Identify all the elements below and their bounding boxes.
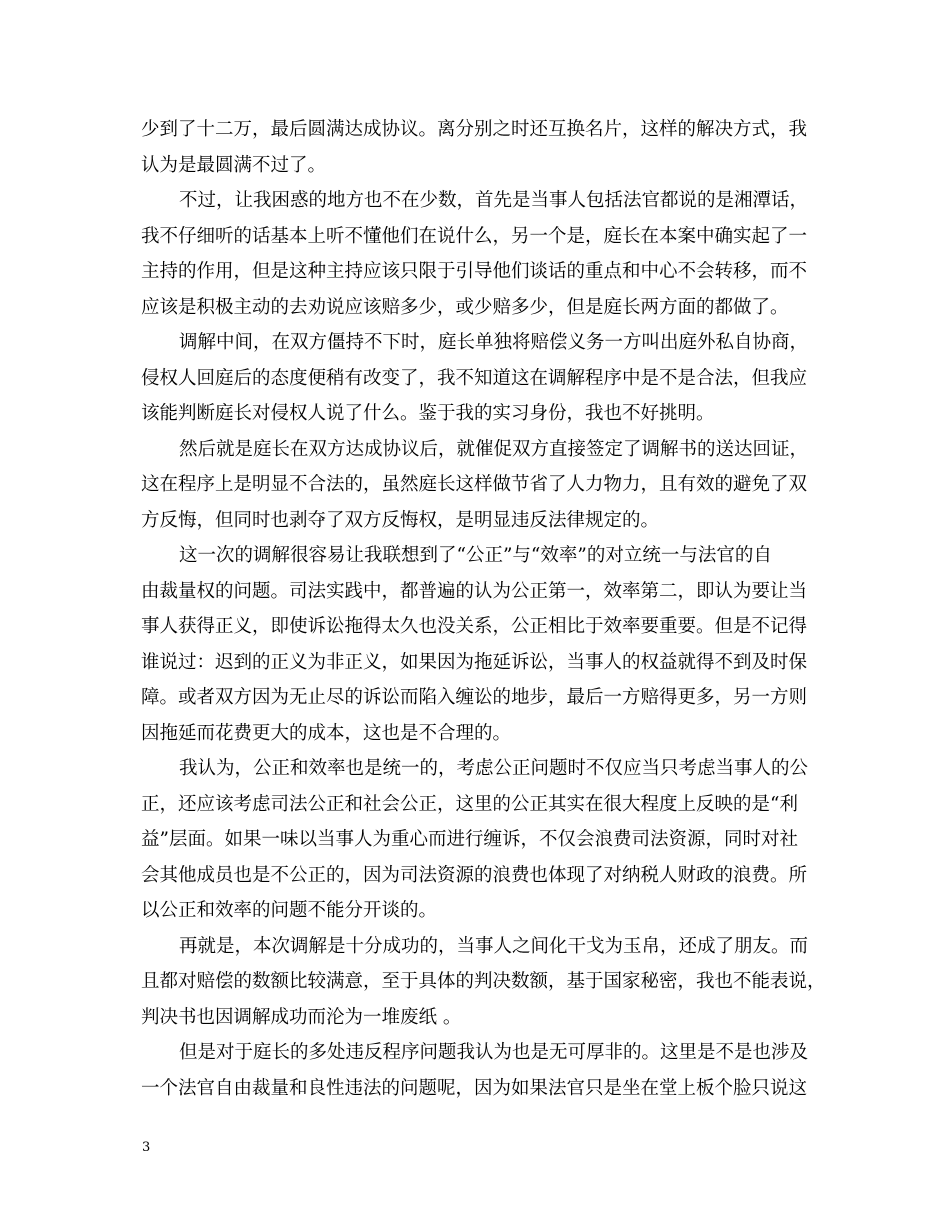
paragraph-first-line: 再就是，本次调解是十分成功的，当事人之间化干戈为玉帛，还成了朋友。而 [179,935,809,957]
text-line: 应该是积极主动的去劝说应该赔多少，或少赔多少，但是庭长两方面的都做了。 [141,296,789,318]
text-line: 会其他成员也是不公正的，因为司法资源的浪费也体现了对纳税人财政的浪费。所 [141,864,808,886]
page-number: 3 [142,1140,151,1155]
text-line: 认为是最圆满不过了。 [141,154,327,176]
text-line: 判决书也因调解成功而沦为一堆废纸 。 [141,1006,462,1028]
paragraph-first-line: 不过，让我困惑的地方也不在少数，首先是当事人包括法官都说的是湘潭话， [179,190,809,211]
text-line: 正，还应该考虑司法公正和社会公正，这里的公正其实在很大程度上反映的是“利 [141,793,798,815]
text-line: 事人获得正义，即使诉讼拖得太久也没关系，公正相比于效率要重要。但是不记得 [141,616,808,637]
paragraph-first-line: 调解中间，在双方僵持不下时，庭长单独将赔偿义务一方叫出庭外私自协商， [179,332,809,353]
text-line: 由裁量权的问题。司法实践中，都普遍的认为公正第一，效率第二，即认为要让当 [141,580,808,602]
text-line: 以公正和效率的问题不能分开谈的。 [141,900,438,921]
paragraph-first-line: 这一次的调解很容易让我联想到了“公正”与“效率”的对立统一与法官的自 [179,545,772,566]
text-line: 一个法官自由裁量和良性违法的问题呢，因为如果法官只是坐在堂上板个脸只说这 [141,1077,808,1099]
text-line: 少到了十二万，最后圆满达成协议。离分别之时还互换名片，这样的解决方式，我 [141,119,808,140]
text-line: 主持的作用，但是这种主持应该只限于引导他们谈话的重点和中心不会转移，而不 [141,261,808,282]
text-line: 益”层面。如果一味以当事人为重心而进行缠诉，不仅会浪费司法资源，同时对社 [141,829,798,850]
paragraph-first-line: 但是对于庭长的多处违反程序问题我认为也是无可厚非的。这里是不是也涉及 [179,1042,809,1063]
text-line: 该能判断庭长对侵权人说了什么。鉴于我的实习身份，我也不好挑明。 [141,403,715,424]
text-line: 方反悔，但同时也剥夺了双方反悔权，是明显违反法律规定的。 [141,509,660,531]
text-line: 且都对赔偿的数额比较满意，至于具体的判决数额，基于国家秘密，我也不能表说， [141,971,826,992]
document-body [141,112,826,1106]
text-line: 因拖延而花费更大的成本，这也是不合理的。 [141,722,512,744]
text-line: 侵权人回庭后的态度便稍有改变了，我不知道这在调解程序中是不是合法，但我应 [141,367,808,389]
text-line: 谁说过：迟到的正义为非正义，如果因为拖延诉讼，当事人的权益就得不到及时保 [141,651,808,673]
text-line: 我不仔细听的话基本上听不懂他们在说什么，另一个是，庭长在本案中确实起了一 [141,225,808,247]
paragraph-first-line: 然后就是庭长在双方达成协议后，就催促双方直接签定了调解书的送达回证， [179,438,809,460]
text-line: 这在程序上是明显不合法的，虽然庭长这样做节省了人力物力，且有效的避免了双 [141,474,808,495]
text-line: 障。或者双方因为无止尽的诉讼而陷入缠讼的地步，最后一方赔得更多，另一方则 [141,687,808,708]
paragraph-first-line: 我认为，公正和效率也是统一的，考虑公正问题时不仅应当只考虑当事人的公 [179,758,809,779]
